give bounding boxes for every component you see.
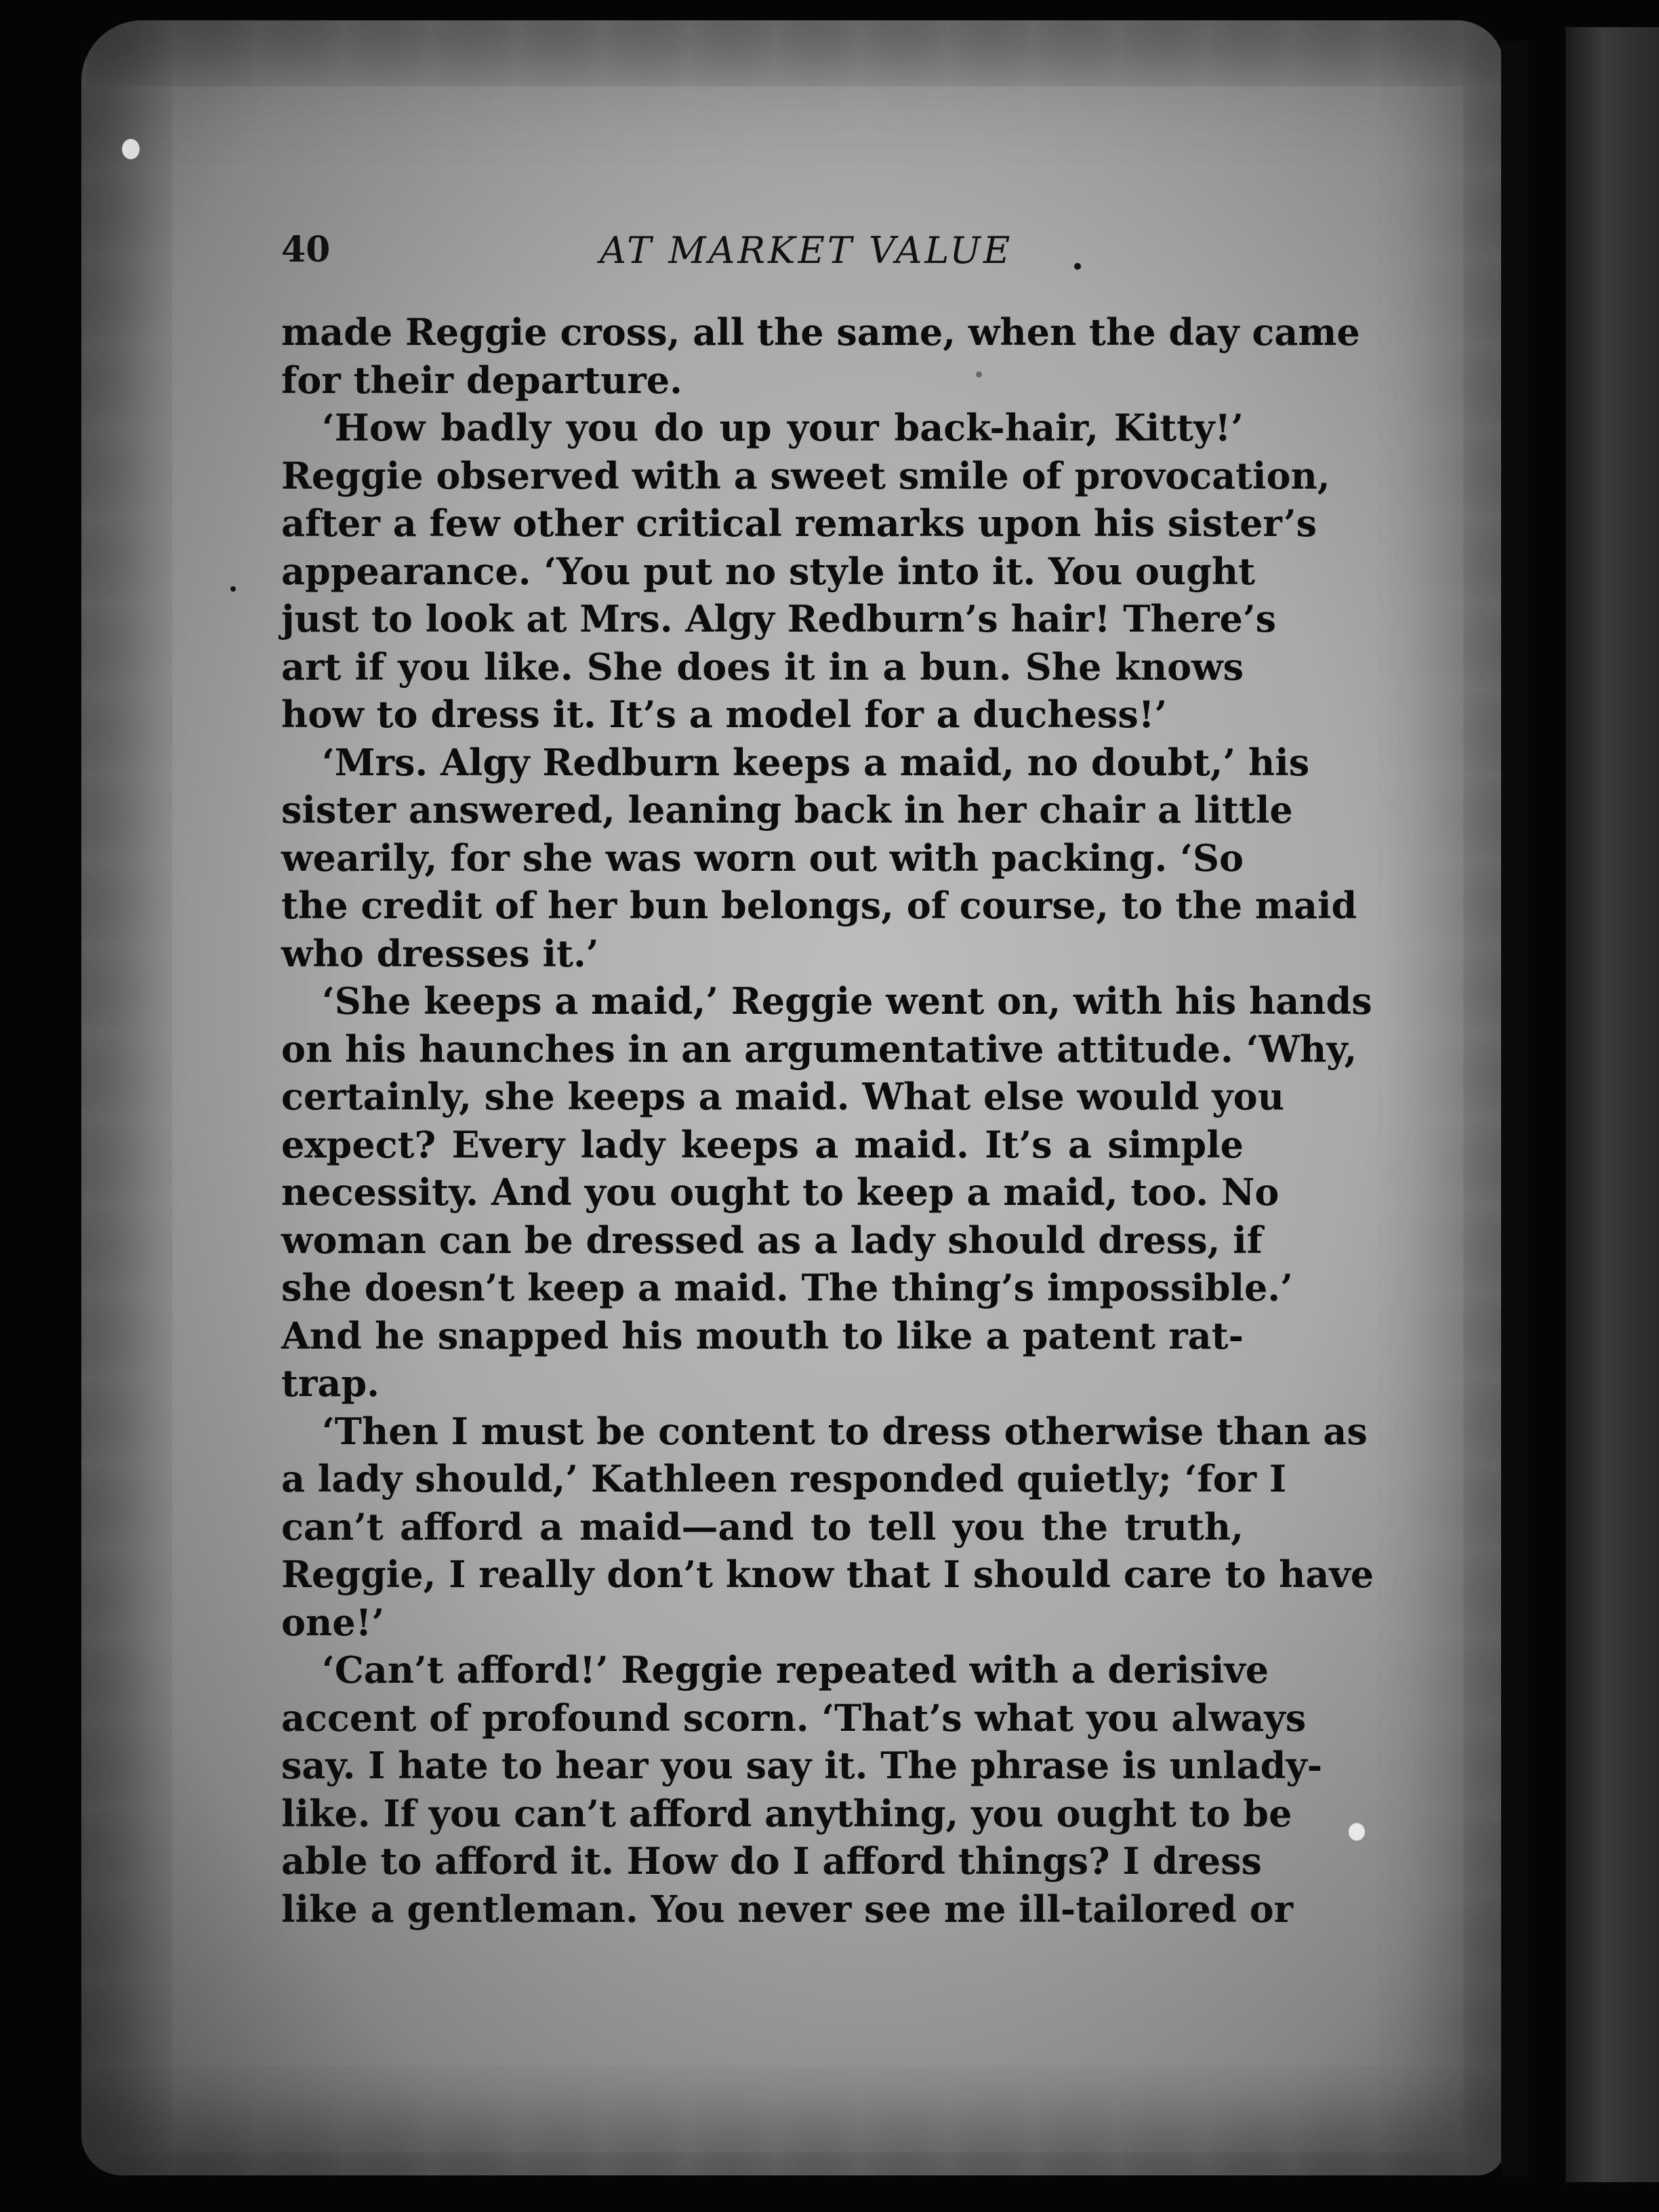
text-line: just to look at Mrs. Algy Redburn’s hair! There’s: [281, 597, 1277, 640]
text-line: for their departure.: [281, 358, 682, 402]
dust-speck: [122, 139, 140, 159]
text-line: the credit of her bun belongs, of course, to the maid: [281, 884, 1357, 927]
text-line: ‘Can’t afford!’ Reggie repeated with a derisive: [322, 1648, 1269, 1692]
text-line: And he snapped his mouth to like a patent rat-: [281, 1313, 1244, 1357]
body-text: [281, 308, 1374, 1933]
text-line: appearance. ‘You put no style into it. You ought: [281, 549, 1256, 593]
text-line: on his haunches in an argumentative attitude. ‘Why,: [281, 1027, 1357, 1071]
text-line: certainly, she keeps a maid. What else would you: [281, 1075, 1284, 1118]
text-line: Reggie observed with a sweet smile of provocation,: [281, 453, 1330, 497]
text-line: woman can be dressed as a lady should dress, if: [281, 1218, 1263, 1262]
page-header: [281, 229, 1244, 283]
text-line: she doesn’t keep a maid. The thing’s impossible.’: [281, 1266, 1293, 1309]
text-line: trap.: [281, 1361, 380, 1405]
text-line: a lady should,’ Kathleen responded quietly; ‘for I: [281, 1457, 1287, 1500]
text-line: ‘Then I must be content to dress otherwise than as: [322, 1409, 1368, 1453]
text-line: made Reggie cross, all the same, when the day came: [281, 310, 1360, 354]
text-line: how to dress it. It’s a model for a duchess!’: [281, 693, 1168, 736]
dust-speck: [1349, 1823, 1365, 1841]
running-title: AT MARKET VALUE: [600, 229, 1013, 272]
text-line: expect? Every lady keeps a maid. It’s a simple: [281, 1122, 1244, 1166]
text-line: necessity. And you ought to keep a maid, too. No: [281, 1170, 1279, 1214]
text-line: ‘She keeps a maid,’ Reggie went on, with his hands: [322, 979, 1372, 1023]
page-number: 40: [281, 229, 331, 270]
text-line: art if you like. She does it in a bun. She knows: [281, 644, 1244, 689]
dust-speck: [230, 586, 236, 592]
text-line: can’t afford a maid—and to tell you the truth,: [281, 1504, 1244, 1549]
text-line: accent of profound scorn. ‘That’s what you always: [281, 1696, 1307, 1740]
text-line: who dresses it.’: [281, 931, 599, 975]
text-line: like. If you can’t afford anything, you ought to be: [281, 1791, 1292, 1835]
adjacent-page-edge: [1565, 27, 1659, 2182]
text-line: wearily, for she was worn out with packing. ‘So: [281, 836, 1244, 880]
text-line: sister answered, leaning back in her chair a little: [281, 788, 1293, 832]
text-line: one!’: [281, 1600, 385, 1644]
text-line: ‘Mrs. Algy Redburn keeps a maid, no doubt,’ his: [322, 740, 1310, 784]
text-line: like a gentleman. You never see me ill-tailored or: [281, 1887, 1294, 1931]
text-line: after a few other critical remarks upon his sister’s: [281, 501, 1317, 545]
page-edge-shadow: [1501, 41, 1528, 2175]
text-line: Reggie, I really don’t know that I should care to have: [281, 1553, 1374, 1596]
text-line: ‘How badly you do up your back-hair, Kitty!’: [322, 406, 1244, 449]
text-line: able to afford it. How do I afford things? I dress: [281, 1839, 1262, 1883]
text-line: say. I hate to hear you say it. The phrase is unlady-: [281, 1744, 1323, 1787]
